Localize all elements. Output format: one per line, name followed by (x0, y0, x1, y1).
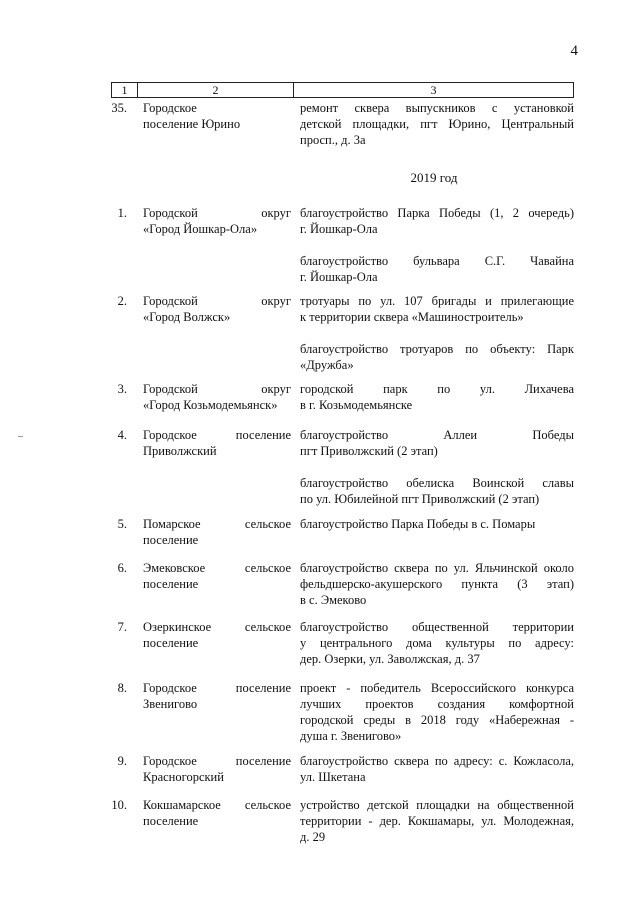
municipality-line: Приволжский (143, 444, 217, 458)
project-item (300, 253, 574, 285)
project-line: у центрального дома культуры по адресу: (300, 636, 574, 650)
municipality-name (143, 619, 291, 651)
municipality-line: поселение (143, 577, 199, 591)
project-line: фельдшерско-акушерского пункта (3 этап) (300, 577, 574, 591)
scan-mark (18, 436, 23, 437)
project-item (300, 560, 574, 608)
project-description (300, 560, 574, 608)
municipality-line: Городское поселение (143, 681, 291, 695)
project-item (300, 680, 574, 744)
municipality-line: поселение (143, 533, 199, 547)
municipality-name (143, 680, 291, 712)
municipality-line: поселение (143, 814, 199, 828)
municipality-line: Городской округ (143, 382, 291, 396)
municipality-line: Городской округ (143, 206, 291, 220)
project-item (300, 475, 574, 507)
project-item (300, 797, 574, 845)
project-description (300, 516, 574, 532)
project-line: городской среды в 2018 году «Набережная - (300, 713, 574, 727)
municipality-line: Озеркинское сельское (143, 620, 291, 634)
project-line: благоустройство Аллеи Победы (300, 428, 574, 442)
project-line: ремонт сквера выпускников с установкой (300, 101, 574, 115)
project-line: городской парк по ул. Лихачева (300, 382, 574, 396)
project-line: благоустройство Парка Победы в с. Помары (300, 517, 536, 531)
project-item (300, 100, 574, 148)
project-line: проект - победитель Всероссийского конкурса (300, 681, 574, 695)
project-line: в с. Эмеково (300, 593, 367, 607)
project-line: детской площадки, пгт Юрино, Центральный (300, 117, 574, 131)
project-line: «Дружба» (300, 358, 354, 372)
municipality-name (143, 205, 291, 237)
municipality-line: Красногорский (143, 770, 224, 784)
municipality-line: «Город Йошкар-Ола» (143, 222, 258, 236)
project-item (300, 293, 574, 325)
row-number: 2. (117, 294, 127, 308)
row-number: 1. (117, 206, 127, 220)
municipality-line: Городское поселение (143, 428, 291, 442)
year-heading: 2019 год (410, 170, 458, 185)
row-number: 9. (117, 754, 127, 768)
municipality-name (143, 381, 291, 413)
project-description (300, 381, 574, 413)
municipality-line: Городское поселение (143, 754, 291, 768)
project-item (300, 516, 574, 532)
project-description (300, 753, 574, 785)
row-number: 10. (111, 798, 127, 812)
project-line: тротуары по ул. 107 бригады и прилегающие (300, 294, 574, 308)
municipality-line: Городской округ (143, 294, 291, 308)
project-line: территории - дер. Кокшамары, ул. Молодежная, (300, 814, 574, 828)
row-number: 3. (117, 382, 127, 396)
row-number: 35. (111, 101, 127, 115)
project-line: устройство детской площадки на общественной (300, 798, 574, 812)
project-line: благоустройство бульвара С.Г. Чавайна (300, 254, 574, 268)
row-number: 5. (117, 517, 127, 531)
municipality-line: поселение Юрино (143, 117, 241, 131)
project-line: пгт Приволжский (2 этап) (300, 444, 438, 458)
project-item (300, 619, 574, 667)
project-line: просп., д. 3а (300, 133, 366, 147)
project-line: благоустройство Парка Победы (1, 2 очередь) (300, 206, 574, 220)
project-line: г. Йошкар-Ола (300, 222, 378, 236)
project-line: благоустройство обелиска Воинской славы (300, 476, 574, 490)
project-line: д. 29 (300, 830, 326, 844)
municipality-line: Помарское сельское (143, 517, 291, 531)
row-number: 8. (117, 681, 127, 695)
municipality-line: «Город Волжск» (143, 310, 231, 324)
project-line: благоустройство сквера по адресу: с. Кожласола, (300, 754, 574, 768)
table-header-row (111, 82, 574, 98)
row-number: 7. (117, 620, 127, 634)
municipality-name (143, 797, 291, 829)
municipality-name (143, 560, 291, 592)
project-item (300, 381, 574, 413)
page-number: 4 (570, 43, 578, 59)
header-col-1: 1 (121, 83, 128, 97)
project-line: лучших проектов создания комфортной (300, 697, 574, 711)
project-item (300, 341, 574, 373)
municipality-line: Звенигово (143, 697, 198, 711)
project-item (300, 427, 574, 459)
project-description (300, 619, 574, 667)
project-line: в г. Козьмодемьянске (300, 398, 413, 412)
project-line: благоустройство общественной территории (300, 620, 574, 634)
row-number: 4. (117, 428, 127, 442)
municipality-name (143, 516, 291, 548)
project-description (300, 293, 574, 373)
project-item (300, 205, 574, 237)
municipality-name (143, 753, 291, 785)
header-col-3: 3 (430, 83, 437, 97)
project-description (300, 100, 574, 148)
project-line: благоустройство тротуаров по объекту: Парк (300, 342, 574, 356)
municipality-line: «Город Козьмодемьянск» (143, 398, 278, 412)
row-number: 6. (117, 561, 127, 575)
project-line: г. Йошкар-Ола (300, 270, 378, 284)
project-description (300, 797, 574, 845)
municipality-name (143, 427, 291, 459)
project-line: благоустройство сквера по ул. Яльчинской около (300, 561, 574, 575)
municipality-line: Эмековское сельское (143, 561, 291, 575)
project-item (300, 753, 574, 785)
municipality-line: поселение (143, 636, 199, 650)
municipality-name (143, 293, 291, 325)
municipality-line: Кокшамарское сельское (143, 798, 291, 812)
project-line: душа г. Звенигово» (300, 729, 402, 743)
municipality-line: Городское (143, 101, 197, 115)
municipality-name (143, 100, 291, 132)
project-line: по ул. Юбилейной пгт Приволжский (2 этап) (300, 492, 540, 506)
project-line: к территории сквера «Машиностроитель» (300, 310, 524, 324)
project-line: дер. Озерки, ул. Заволжская, д. 37 (300, 652, 480, 666)
header-col-2: 2 (212, 83, 219, 97)
project-description (300, 680, 574, 744)
project-line: ул. Шкетана (300, 770, 366, 784)
project-description (300, 427, 574, 507)
project-description (300, 205, 574, 285)
